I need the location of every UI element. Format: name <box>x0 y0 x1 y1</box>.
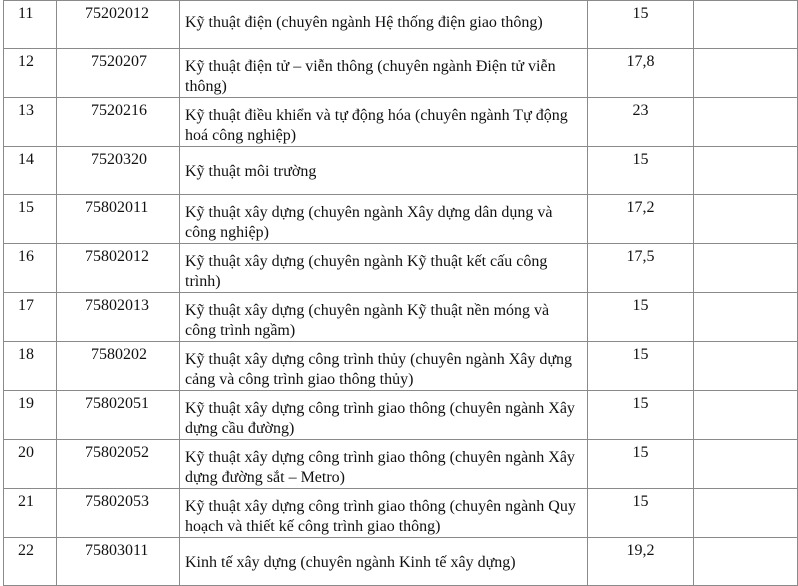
row-number: 17 <box>4 293 57 342</box>
table-row <box>4 1 798 49</box>
empty-cell <box>694 391 798 440</box>
major-code: 7580202 <box>57 342 180 391</box>
cutoff-score: 17,5 <box>588 244 694 293</box>
major-name: Kỹ thuật điều khiển và tự động hóa (chuyên ngành Tự động hoá công nghiệp) <box>180 98 588 147</box>
major-name: Kỹ thuật xây dựng công trình thủy (chuyên ngành Xây dựng cảng và công trình giao thông thủy) <box>180 342 588 391</box>
empty-cell <box>694 98 798 147</box>
major-name: Kỹ thuật xây dựng (chuyên ngành Xây dựng dân dụng và công nghiệp) <box>180 195 588 244</box>
row-number: 11 <box>4 1 57 49</box>
row-number: 16 <box>4 244 57 293</box>
row-number: 20 <box>4 440 57 489</box>
row-number: 22 <box>4 538 57 586</box>
major-code: 7520207 <box>57 49 180 98</box>
cutoff-score: 23 <box>588 98 694 147</box>
major-code: 75802011 <box>57 195 180 244</box>
empty-cell <box>694 440 798 489</box>
cutoff-score: 19,2 <box>588 538 694 586</box>
major-code: 75802013 <box>57 293 180 342</box>
empty-cell <box>694 538 798 586</box>
major-name: Kỹ thuật xây dựng công trình giao thông (chuyên ngành Quy hoạch và thiết kế công trình giao thông) <box>180 489 588 538</box>
major-code: 75802012 <box>57 244 180 293</box>
major-code: 75802051 <box>57 391 180 440</box>
table-row <box>4 293 798 342</box>
row-number: 18 <box>4 342 57 391</box>
table-row <box>4 538 798 586</box>
table-row <box>4 49 798 98</box>
row-number: 12 <box>4 49 57 98</box>
major-name: Kỹ thuật xây dựng công trình giao thông (chuyên ngành Xây dựng đường sắt – Metro) <box>180 440 588 489</box>
major-code: 75802052 <box>57 440 180 489</box>
major-code: 75802053 <box>57 489 180 538</box>
empty-cell <box>694 195 798 244</box>
table-row <box>4 244 798 293</box>
cutoff-score: 15 <box>588 391 694 440</box>
cutoff-score: 15 <box>588 293 694 342</box>
major-code: 75803011 <box>57 538 180 586</box>
empty-cell <box>694 147 798 195</box>
row-number: 21 <box>4 489 57 538</box>
major-name: Kỹ thuật điện tử – viễn thông (chuyên ngành Điện tử viễn thông) <box>180 49 588 98</box>
major-name: Kỹ thuật xây dựng (chuyên ngành Kỹ thuật nền móng và công trình ngầm) <box>180 293 588 342</box>
major-name: Kỹ thuật xây dựng (chuyên ngành Kỹ thuật kết cấu công trình) <box>180 244 588 293</box>
major-code: 7520320 <box>57 147 180 195</box>
table-row <box>4 98 798 147</box>
table-row <box>4 147 798 195</box>
table-row <box>4 391 798 440</box>
row-number: 14 <box>4 147 57 195</box>
table-row <box>4 195 798 244</box>
admission-score-table <box>3 0 798 586</box>
row-number: 19 <box>4 391 57 440</box>
empty-cell <box>694 293 798 342</box>
empty-cell <box>694 342 798 391</box>
major-code: 75202012 <box>57 1 180 49</box>
table-row <box>4 440 798 489</box>
cutoff-score: 15 <box>588 440 694 489</box>
major-name: Kỹ thuật xây dựng công trình giao thông (chuyên ngành Xây dựng cầu đường) <box>180 391 588 440</box>
empty-cell <box>694 489 798 538</box>
cutoff-score: 17,8 <box>588 49 694 98</box>
cutoff-score: 15 <box>588 147 694 195</box>
table-row <box>4 342 798 391</box>
cutoff-score: 15 <box>588 342 694 391</box>
cutoff-score: 17,2 <box>588 195 694 244</box>
major-code: 7520216 <box>57 98 180 147</box>
row-number: 15 <box>4 195 57 244</box>
major-name: Kinh tế xây dựng (chuyên ngành Kinh tế xây dựng) <box>180 538 588 586</box>
table-row <box>4 489 798 538</box>
row-number: 13 <box>4 98 57 147</box>
empty-cell <box>694 244 798 293</box>
empty-cell <box>694 49 798 98</box>
major-name: Kỹ thuật điện (chuyên ngành Hệ thống điện giao thông) <box>180 1 588 49</box>
cutoff-score: 15 <box>588 489 694 538</box>
major-name: Kỹ thuật môi trường <box>180 147 588 195</box>
cutoff-score: 15 <box>588 1 694 49</box>
empty-cell <box>694 1 798 49</box>
